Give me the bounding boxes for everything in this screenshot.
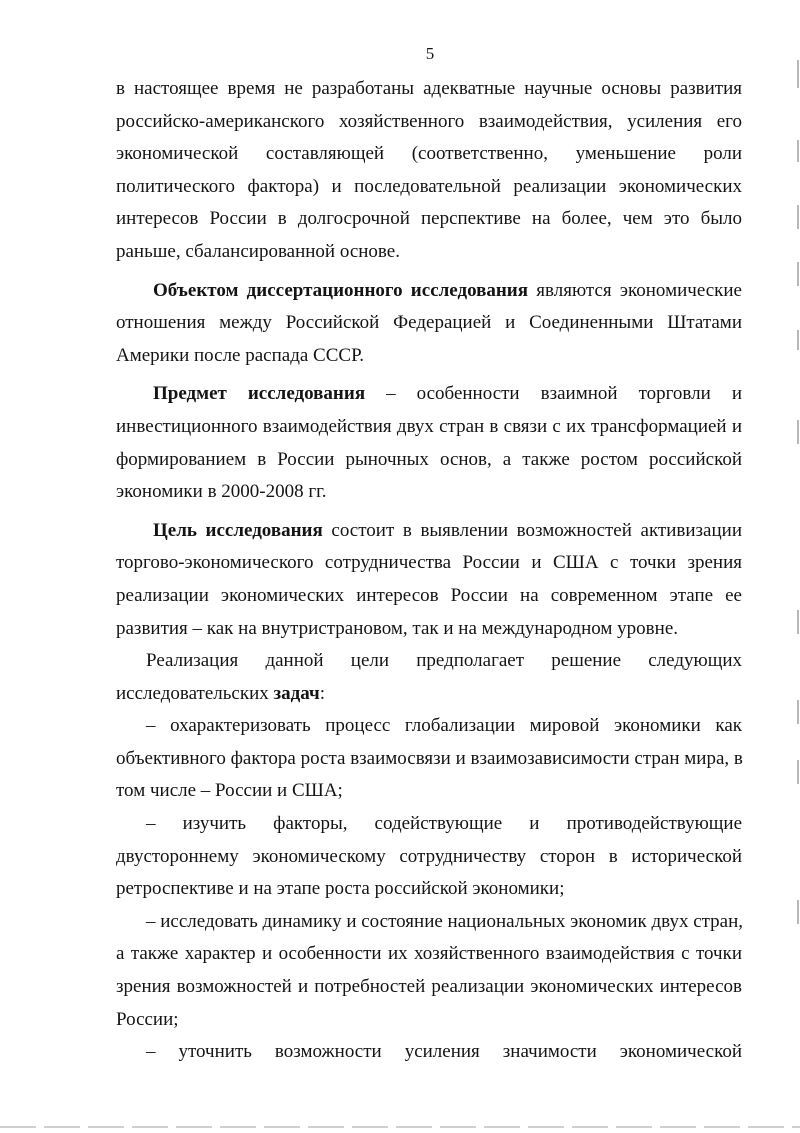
text-line: том числе – России и США; (116, 780, 343, 802)
text-line: экономики в 2000-2008 гг. (116, 481, 327, 503)
text-line: политического фактора) и последовательной реализации экономических (116, 175, 742, 197)
text-line: инвестиционного взаимодействия двух стран в связи с их трансформацией и (116, 415, 742, 437)
scan-edge-marks (792, 0, 800, 1133)
text-line: – уточнить возможности усиления значимости экономической (146, 1041, 742, 1063)
task-item-factors (116, 808, 742, 906)
text-line: торгово-экономического сотрудничества России и США с точки зрения (116, 552, 742, 574)
text-line (116, 678, 742, 711)
text-line: раньше, сбалансированной основе. (116, 240, 400, 262)
text-line: зрения возможностей и потребностей реализации экономических интересов (116, 976, 742, 998)
task-item-clarify (116, 1036, 742, 1069)
text-line: в настоящее время не разработаны адекватные научные основы развития (116, 78, 742, 99)
task-item-globalization (116, 710, 742, 808)
text-line (116, 515, 742, 548)
text-line: – охарактеризовать процесс глобализации мировой экономики как (146, 715, 742, 737)
page-number: 5 (425, 44, 435, 63)
text-line: российско-американского хозяйственного взаимодействия, усиления его (116, 110, 742, 132)
text-line: а также характер и особенности их хозяйственного взаимодействия с точки (116, 943, 742, 965)
term-subject: Предмет исследования (153, 383, 366, 405)
text-line (116, 378, 742, 411)
text-line: формированием в России рыночных основ, а также ростом российской (116, 448, 742, 470)
text-line: экономической составляющей (соответственно, уменьшение роли (116, 143, 742, 165)
text-line: двустороннему экономическому сотрудничеству сторон в исторической (116, 845, 742, 867)
text-line: отношения между Российской Федерацией и Соединенными Штатами (116, 312, 742, 334)
document-body (116, 73, 742, 1069)
text-fragment: являются экономические (528, 279, 742, 301)
paragraph-subject (116, 378, 742, 508)
text-fragment: – особенности взаимной торговли и (365, 383, 742, 405)
term-object: Объектом диссертационного исследования (153, 279, 529, 301)
text-fragment: : (319, 682, 325, 704)
text-line: России; (116, 1008, 179, 1030)
text-fragment: исследовательских (116, 682, 274, 704)
text-line (116, 275, 742, 308)
paragraph-tasks-intro (116, 645, 742, 710)
text-line: интересов России в долгосрочной перспективе на более, чем это было (116, 208, 742, 230)
term-tasks: задач (273, 682, 320, 704)
text-line: объективного фактора роста взаимосвязи и взаимозависимости стран мира, в (116, 747, 743, 769)
paragraph-object (116, 275, 742, 373)
task-item-dynamics (116, 906, 742, 1036)
text-line: ретроспективе и на этапе роста российской экономики; (116, 878, 565, 900)
text-line: – изучить факторы, содействующие и противодействующие (146, 813, 742, 835)
term-goal: Цель исследования (153, 519, 323, 541)
text-fragment: состоит в выявлении возможностей активизации (322, 519, 742, 541)
text-line: – исследовать динамику и состояние национальных экономик двух стран, (146, 910, 744, 932)
text-line: реализации экономических интересов России на современном этапе ее (116, 584, 742, 606)
text-line: Америки после распада СССР. (116, 344, 365, 366)
scan-bottom-edge (0, 1126, 800, 1128)
text-line: развития – как на внутристрановом, так и на международном уровне. (116, 617, 679, 639)
paragraph-goal (116, 515, 742, 645)
paragraph-context (116, 73, 742, 269)
text-line: Реализация данной цели предполагает решение следующих (146, 650, 742, 672)
